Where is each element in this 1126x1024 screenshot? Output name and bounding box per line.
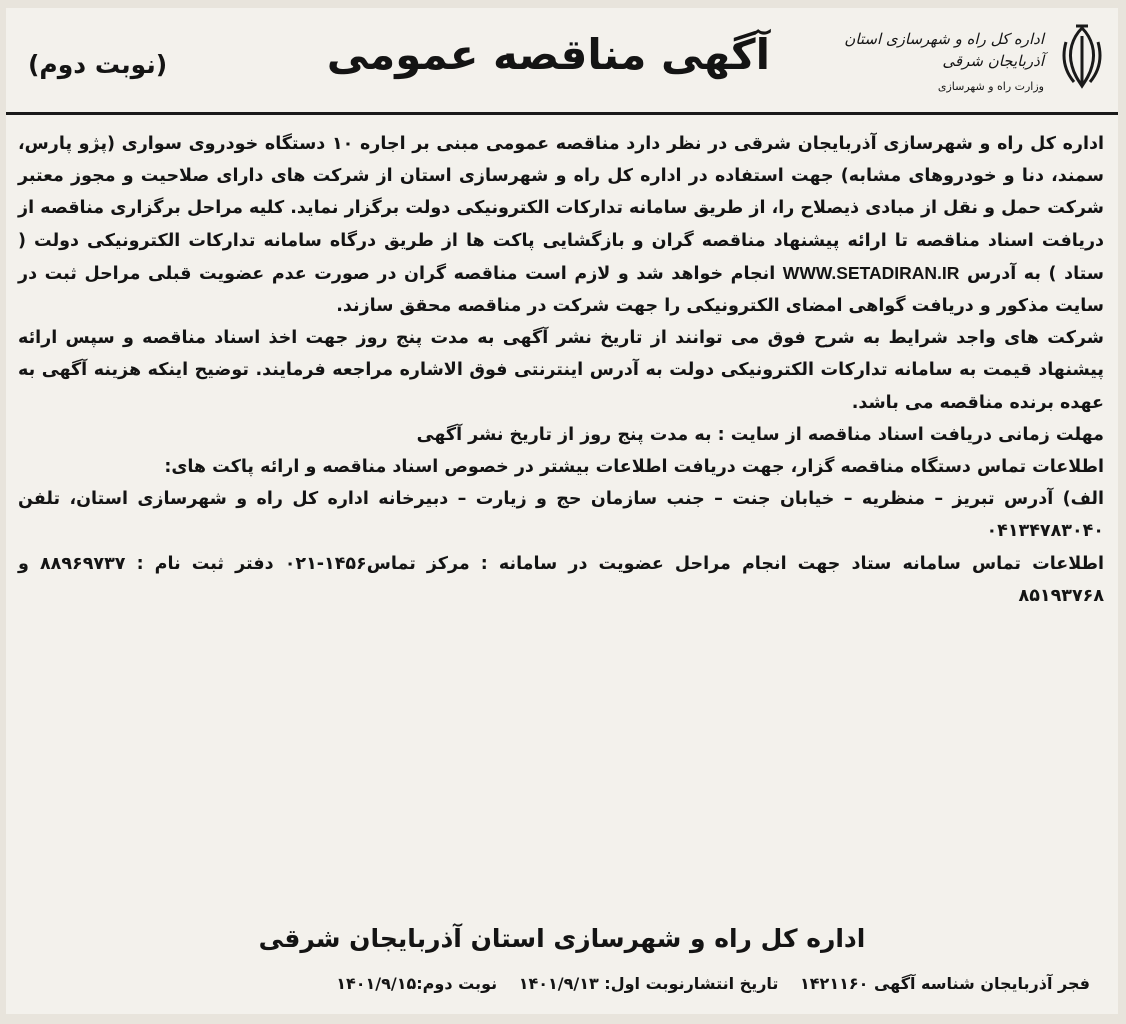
ministry-name: وزارت راه و شهرسازی bbox=[937, 80, 1044, 93]
paragraph-eligibility: شرکت های واجد شرایط به شرح فوق می توانند از تاریخ نشر آگهی به مدت پنج روز جهت اخذ اسناد مناقصه و سپس ارائه پیشنهاد قیمت به سامانه تدارکات الکترونیکی دولت به آدرس اینترنتی فوق الاشاره مراجعه فرمایند. توضیح اینکه هزینه آگهی به عهده برنده مناقصه می باشد. bbox=[18, 328, 1104, 413]
intro-text-continued: انجام خواهد شد و لازم است مناقصه گران در صورت عدم عضویت قبلی مراحل ثبت در سایت مذکور و دریافت گواهی امضای الکترونیکی را جهت شرکت در مناقصه محقق سازند. bbox=[18, 263, 1104, 317]
paragraph-deadline: مهلت زمانی دریافت اسناد مناقصه از سایت : به مدت پنج روز از تاریخ نشر آگهی bbox=[416, 424, 1104, 445]
notice-subtitle: (نوبت دوم) bbox=[28, 50, 168, 79]
second-publication-date: نوبت دوم:۱۴۰۱/۹/۱۵ bbox=[336, 974, 498, 993]
paragraph-contact-intro: اطلاعات تماس دستگاه مناقصه گزار، جهت دریافت اطلاعات بیشتر در خصوص اسناد مناقصه و ارائه پاکت های: bbox=[164, 457, 1104, 478]
org-logo-text bbox=[844, 28, 1044, 96]
iran-emblem-icon bbox=[1058, 22, 1106, 94]
paragraph-address: الف) آدرس تبریز – منظریه – خیابان جنت – جنب سازمان حج و زیارت – دبیرخانه اداره کل راه و شهرسازی استان، تلفن ۰۴۱۳۴۷۸۳۰۴۰ bbox=[18, 489, 1104, 542]
org-name: اداره کل راه و شهرسازی استان آذربایجان شرقی bbox=[844, 30, 1044, 70]
notice-body bbox=[18, 128, 1104, 612]
tender-notice bbox=[6, 8, 1118, 1014]
setad-url-link[interactable]: WWW.SETADIRAN.IR bbox=[782, 262, 960, 283]
paragraph-setad-contact: اطلاعات تماس سامانه ستاد جهت انجام مراحل عضویت در سامانه : مرکز تماس۱۴۵۶-۰۲۱ دفتر ثبت نام : ۸۸۹۶۹۷۳۷ و ۸۵۱۹۳۷۶۸ bbox=[18, 553, 1104, 606]
header-divider bbox=[6, 112, 1118, 115]
publication-id: فجر آذربایجان شناسه آگهی ۱۴۲۱۱۶۰ bbox=[800, 974, 1090, 993]
intro-text: اداره کل راه و شهرسازی آذربایجان شرقی در نظر دارد مناقصه عمومی مبنی بر اجاره ۱۰ دستگاه خودروی سواری (پژو پارس، سمند، دنا و خودروهای مشابه) جهت استفاده در اداره کل راه و شهرسازی استان از شرکت های دارای صلاحیت و مجوز معتبر شرکت حمل و نقل از مبادی ذیصلاح را، از طریق سامانه تدارکات الکترونیکی دولت برگزار نماید. کلیه مراحل برگزاری مناقصه از دریافت اسناد مناقصه تا ارائه پیشنهاد مناقصه گران و بازگشایی پاکت ها از طریق درگاه سامانه تدارکات الکترونیکی دولت ( ستاد ) به آدرس bbox=[18, 134, 1104, 284]
signature: اداره کل راه و شهرسازی استان آذربایجان شرقی bbox=[258, 924, 866, 953]
publication-footer bbox=[336, 974, 1090, 993]
notice-title: آگهی مناقصه عمومی bbox=[326, 30, 770, 79]
first-publication-date: تاریخ انتشارنوبت اول: ۱۴۰۱/۹/۱۳ bbox=[518, 974, 779, 993]
notice-header bbox=[6, 12, 1118, 112]
paragraph-intro bbox=[18, 128, 1104, 322]
